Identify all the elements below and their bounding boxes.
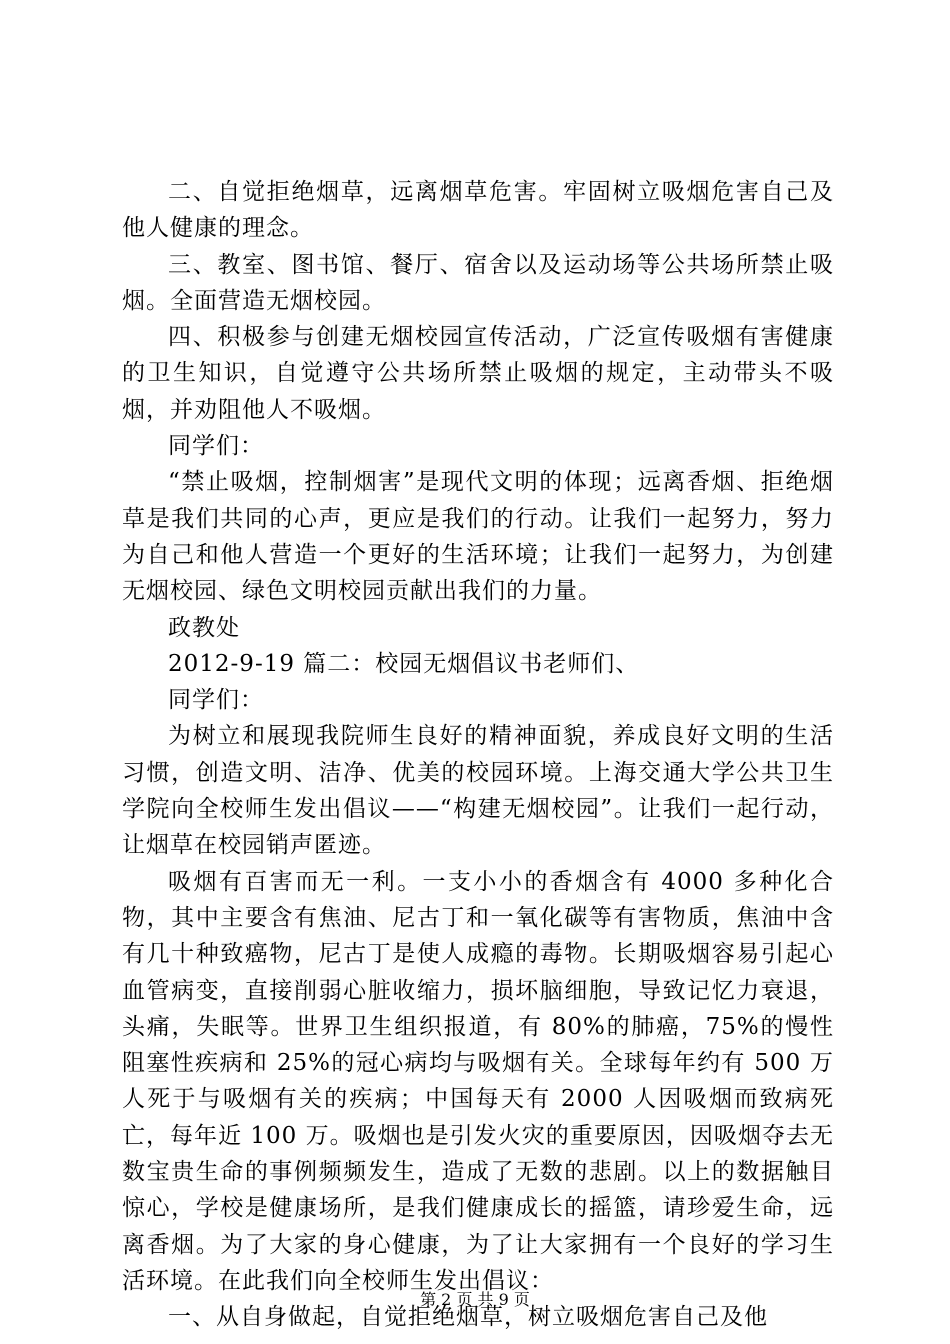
signature-office: 政教处	[168, 614, 240, 641]
salutation-2: 同学们：	[168, 687, 264, 714]
paragraph-item-4: 四、积极参与创建无烟校园宣传活动，广泛宣传吸烟有害健康的卫生知识，自觉遵守公共场所禁止吸烟的规定，主动带头不吸烟，并劝阻他人不吸烟。	[122, 324, 834, 423]
page-footer	[0, 1290, 950, 1310]
harm-paragraph: 吸烟有百害而无一利。一支小小的香烟含有 4000 多种化合物，其中主要含有焦油、尼古丁和一氧化碳等有害物质，焦油中含有几十种致癌物，尼古丁是使人成瘾的毒物。长期吸烟容易引起心血管病变，直接削弱心脏收缩力，损坏脑细胞，导致记忆力衰退，头痛，失眠等。世界卫生组织报道，有 80%的肺癌，75%的慢性阻塞性疾病和 25%的冠心病均与吸烟有关。全球每年约有 500 万人死于与吸烟有关的疾病；中国每天有 2000 人因吸烟而致病死亡，每年近 100 万。吸烟也是引发火灾的重要原因，因吸烟夺去无数宝贵生命的事例频频发生，造成了无数的悲剧。以上的数据触目惊心，学校是健康场所，是我们健康成长的摇篮，请珍爱生命，远离香烟。为了大家的身心健康，为了让大家拥有一个良好的学习生活环境。在此我们向全校师生发出倡议：	[122, 868, 834, 1294]
document-body	[122, 174, 834, 1336]
paragraph-item-2: 二、自觉拒绝烟草，远离烟草危害。牢固树立吸烟危害自己及他人健康的理念。	[122, 179, 834, 242]
salutation: 同学们：	[168, 433, 264, 460]
page-number: 第 2 页 共 9 页	[420, 1290, 530, 1309]
paragraph-item-3: 三、教室、图书馆、餐厅、宿舍以及运动场等公共场所禁止吸烟。全面营造无烟校园。	[122, 251, 834, 314]
date-and-next-title: 2012-9-19 篇二：校园无烟倡议书老师们、	[168, 650, 640, 677]
proposal-item-1: 一、从自身做起，自觉拒绝烟草，树立吸烟危害自己及他	[168, 1304, 768, 1331]
intro-paragraph: 为树立和展现我院师生良好的精神面貌，养成良好文明的生活习惯，创造文明、洁净、优美的校园环境。上海交通大学公共卫生学院向全校师生发出倡议——“构建无烟校园”。让我们一起行动，让烟草在校园销声匿迹。	[122, 723, 834, 859]
closing-paragraph: “禁止吸烟，控制烟害”是现代文明的体现；远离香烟、拒绝烟草是我们共同的心声，更应是我们的行动。让我们一起努力，努力为自己和他人营造一个更好的生活环境；让我们一起努力，为创建无烟校园、绿色文明校园贡献出我们的力量。	[122, 469, 834, 605]
